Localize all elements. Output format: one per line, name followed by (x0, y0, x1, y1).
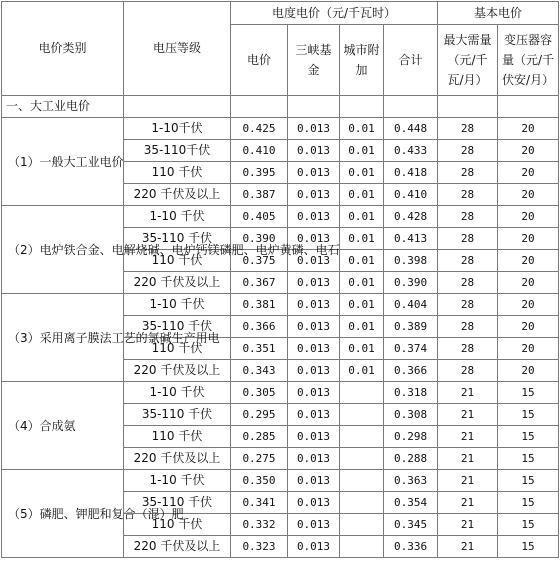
price-cell: 0.395 (231, 162, 288, 184)
max-demand-cell: 28 (438, 294, 498, 316)
max-demand-cell: 28 (438, 360, 498, 382)
price-cell: 0.351 (231, 338, 288, 360)
transformer-capacity-cell: 20 (498, 250, 559, 272)
voltage-cell: 35-110 千伏 (124, 228, 231, 250)
category-cell: （3）采用离子膜法工艺的氯碱生产用电 (2, 294, 124, 382)
section-title: 一、大工业电价 (2, 96, 124, 118)
city-surcharge-cell (340, 536, 384, 558)
total-cell: 0.398 (384, 250, 438, 272)
total-cell: 0.345 (384, 514, 438, 536)
three-gorges-fund-cell: 0.013 (288, 140, 340, 162)
three-gorges-fund-cell: 0.013 (288, 492, 340, 514)
total-cell: 0.374 (384, 338, 438, 360)
city-surcharge-cell: 0.01 (340, 206, 384, 228)
price-cell: 0.350 (231, 470, 288, 492)
voltage-cell: 220 千伏及以上 (124, 272, 231, 294)
price-cell: 0.285 (231, 426, 288, 448)
city-surcharge-cell: 0.01 (340, 294, 384, 316)
category-cell: （1）一般大工业电价 (2, 118, 124, 206)
transformer-capacity-cell: 15 (498, 382, 559, 404)
three-gorges-fund-cell: 0.013 (288, 382, 340, 404)
transformer-capacity-cell: 20 (498, 206, 559, 228)
total-cell: 0.288 (384, 448, 438, 470)
city-surcharge-cell (340, 448, 384, 470)
transformer-capacity-cell: 20 (498, 338, 559, 360)
three-gorges-fund-cell: 0.013 (288, 338, 340, 360)
voltage-cell: 35-110 千伏 (124, 492, 231, 514)
transformer-capacity-cell: 20 (498, 140, 559, 162)
price-cell: 0.366 (231, 316, 288, 338)
transformer-capacity-cell: 15 (498, 404, 559, 426)
voltage-cell: 35-110 千伏 (124, 404, 231, 426)
transformer-capacity-cell: 15 (498, 536, 559, 558)
three-gorges-fund-cell: 0.013 (288, 118, 340, 140)
voltage-cell: 1-10 千伏 (124, 470, 231, 492)
price-cell: 0.381 (231, 294, 288, 316)
category-cell: （4）合成氨 (2, 382, 124, 470)
total-cell: 0.336 (384, 536, 438, 558)
transformer-capacity-cell: 20 (498, 184, 559, 206)
header-transformer-capacity: 变压器容量（元/千伏安/月） (498, 25, 559, 96)
transformer-capacity-cell: 20 (498, 228, 559, 250)
header-voltage: 电压等级 (124, 2, 231, 96)
price-cell: 0.390 (231, 228, 288, 250)
transformer-capacity-cell: 15 (498, 514, 559, 536)
header-energy-price-group: 电度电价（元/千瓦时） (231, 2, 438, 25)
table-row (2, 294, 559, 316)
price-cell: 0.275 (231, 448, 288, 470)
voltage-cell: 35-110 千伏 (124, 316, 231, 338)
total-cell: 0.448 (384, 118, 438, 140)
max-demand-cell: 28 (438, 316, 498, 338)
max-demand-cell: 28 (438, 338, 498, 360)
price-cell: 0.375 (231, 250, 288, 272)
max-demand-cell: 21 (438, 448, 498, 470)
price-cell: 0.343 (231, 360, 288, 382)
max-demand-cell: 21 (438, 492, 498, 514)
empty-cell (384, 96, 438, 118)
three-gorges-fund-cell: 0.013 (288, 184, 340, 206)
max-demand-cell: 21 (438, 514, 498, 536)
transformer-capacity-cell: 20 (498, 316, 559, 338)
total-cell: 0.418 (384, 162, 438, 184)
header-total: 合计 (384, 25, 438, 96)
header-three-gorges-fund: 三峡基金 (288, 25, 340, 96)
total-cell: 0.308 (384, 404, 438, 426)
voltage-cell: 110 千伏 (124, 162, 231, 184)
total-cell: 0.366 (384, 360, 438, 382)
city-surcharge-cell: 0.01 (340, 360, 384, 382)
price-cell: 0.387 (231, 184, 288, 206)
transformer-capacity-cell: 20 (498, 294, 559, 316)
total-cell: 0.390 (384, 272, 438, 294)
table-row (2, 382, 559, 404)
total-cell: 0.298 (384, 426, 438, 448)
transformer-capacity-cell: 15 (498, 492, 559, 514)
three-gorges-fund-cell: 0.013 (288, 426, 340, 448)
max-demand-cell: 28 (438, 206, 498, 228)
total-cell: 0.354 (384, 492, 438, 514)
city-surcharge-cell (340, 470, 384, 492)
three-gorges-fund-cell: 0.013 (288, 404, 340, 426)
city-surcharge-cell (340, 382, 384, 404)
city-surcharge-cell: 0.01 (340, 338, 384, 360)
three-gorges-fund-cell: 0.013 (288, 448, 340, 470)
transformer-capacity-cell: 20 (498, 360, 559, 382)
max-demand-cell: 28 (438, 118, 498, 140)
max-demand-cell: 21 (438, 404, 498, 426)
total-cell: 0.433 (384, 140, 438, 162)
transformer-capacity-cell: 15 (498, 470, 559, 492)
transformer-capacity-cell: 20 (498, 118, 559, 140)
voltage-cell: 110 千伏 (124, 426, 231, 448)
max-demand-cell: 21 (438, 536, 498, 558)
max-demand-cell: 21 (438, 470, 498, 492)
price-cell: 0.305 (231, 382, 288, 404)
empty-cell (288, 96, 340, 118)
three-gorges-fund-cell: 0.013 (288, 514, 340, 536)
table-row (2, 206, 559, 228)
price-cell: 0.323 (231, 536, 288, 558)
max-demand-cell: 28 (438, 162, 498, 184)
max-demand-cell: 28 (438, 140, 498, 162)
city-surcharge-cell: 0.01 (340, 118, 384, 140)
transformer-capacity-cell: 15 (498, 426, 559, 448)
price-cell: 0.425 (231, 118, 288, 140)
three-gorges-fund-cell: 0.013 (288, 162, 340, 184)
voltage-cell: 1-10 千伏 (124, 294, 231, 316)
voltage-cell: 1-10 千伏 (124, 382, 231, 404)
voltage-cell: 220 千伏及以上 (124, 360, 231, 382)
price-cell: 0.295 (231, 404, 288, 426)
voltage-cell: 220 千伏及以上 (124, 184, 231, 206)
category-cell: （5）磷肥、钾肥和复合（混）肥 (2, 470, 124, 558)
total-cell: 0.404 (384, 294, 438, 316)
header-basic-price-group: 基本电价 (438, 2, 559, 25)
voltage-cell: 35-110千伏 (124, 140, 231, 162)
total-cell: 0.428 (384, 206, 438, 228)
max-demand-cell: 28 (438, 228, 498, 250)
price-cell: 0.405 (231, 206, 288, 228)
three-gorges-fund-cell: 0.013 (288, 272, 340, 294)
city-surcharge-cell: 0.01 (340, 316, 384, 338)
category-cell: （2）电炉铁合金、电解烧碱、电炉钙镁磷肥、电炉黄磷、电石 (2, 206, 124, 294)
total-cell: 0.410 (384, 184, 438, 206)
max-demand-cell: 21 (438, 426, 498, 448)
total-cell: 0.363 (384, 470, 438, 492)
voltage-cell: 110 千伏 (124, 514, 231, 536)
empty-cell (340, 96, 384, 118)
max-demand-cell: 28 (438, 272, 498, 294)
electricity-price-table (1, 1, 559, 558)
three-gorges-fund-cell: 0.013 (288, 294, 340, 316)
header-max-demand: 最大需量（元/千瓦/月） (438, 25, 498, 96)
price-cell: 0.410 (231, 140, 288, 162)
city-surcharge-cell: 0.01 (340, 162, 384, 184)
voltage-cell: 220 千伏及以上 (124, 536, 231, 558)
total-cell: 0.389 (384, 316, 438, 338)
header-row-1 (2, 2, 559, 25)
max-demand-cell: 21 (438, 382, 498, 404)
three-gorges-fund-cell: 0.013 (288, 470, 340, 492)
total-cell: 0.318 (384, 382, 438, 404)
price-cell: 0.341 (231, 492, 288, 514)
header-category: 电价类别 (2, 2, 124, 96)
total-cell: 0.413 (384, 228, 438, 250)
empty-cell (231, 96, 288, 118)
city-surcharge-cell (340, 514, 384, 536)
transformer-capacity-cell: 15 (498, 448, 559, 470)
empty-cell (124, 96, 231, 118)
max-demand-cell: 28 (438, 184, 498, 206)
price-cell: 0.332 (231, 514, 288, 536)
voltage-cell: 110 千伏 (124, 250, 231, 272)
empty-cell (438, 96, 498, 118)
empty-cell (498, 96, 559, 118)
transformer-capacity-cell: 20 (498, 272, 559, 294)
three-gorges-fund-cell: 0.013 (288, 316, 340, 338)
city-surcharge-cell (340, 492, 384, 514)
city-surcharge-cell: 0.01 (340, 272, 384, 294)
three-gorges-fund-cell: 0.013 (288, 536, 340, 558)
city-surcharge-cell (340, 404, 384, 426)
three-gorges-fund-cell: 0.013 (288, 250, 340, 272)
city-surcharge-cell: 0.01 (340, 184, 384, 206)
three-gorges-fund-cell: 0.013 (288, 206, 340, 228)
voltage-cell: 110 千伏 (124, 338, 231, 360)
voltage-cell: 1-10 千伏 (124, 206, 231, 228)
max-demand-cell: 28 (438, 250, 498, 272)
three-gorges-fund-cell: 0.013 (288, 360, 340, 382)
city-surcharge-cell: 0.01 (340, 250, 384, 272)
price-cell: 0.367 (231, 272, 288, 294)
header-city-surcharge: 城市附加 (340, 25, 384, 96)
city-surcharge-cell: 0.01 (340, 228, 384, 250)
city-surcharge-cell: 0.01 (340, 140, 384, 162)
table-row (2, 470, 559, 492)
section-row (2, 96, 559, 118)
voltage-cell: 220 千伏及以上 (124, 448, 231, 470)
transformer-capacity-cell: 20 (498, 162, 559, 184)
table-row (2, 118, 559, 140)
three-gorges-fund-cell: 0.013 (288, 228, 340, 250)
voltage-cell: 1-10千伏 (124, 118, 231, 140)
header-price: 电价 (231, 25, 288, 96)
city-surcharge-cell (340, 426, 384, 448)
